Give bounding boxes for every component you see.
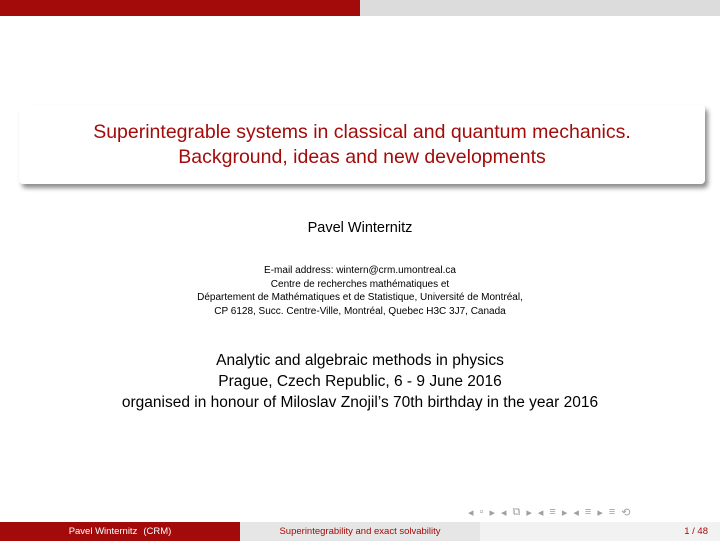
nav-subsection-icon[interactable]: ⧉ xyxy=(512,505,521,518)
footer xyxy=(0,522,720,541)
nav-prev-subsection-icon[interactable]: ◂ xyxy=(500,506,507,519)
nav-align-icon[interactable]: ≡ xyxy=(608,506,616,518)
event-location: Prague, Czech Republic, 6 - 9 June 2016 xyxy=(218,373,502,390)
nav-section-icon[interactable]: ≡ xyxy=(549,506,556,518)
progress-bar-fill xyxy=(0,0,360,16)
affiliation-email: E-mail address: wintern@crm.umontreal.ca xyxy=(264,265,456,276)
nav-doc-icon[interactable]: ≡ xyxy=(584,506,592,518)
nav-search-icon[interactable]: ⟲ xyxy=(621,506,631,519)
nav-next-subsection-icon[interactable]: ▸ xyxy=(526,506,532,519)
affiliation-block xyxy=(0,264,720,318)
footer-page-number: 1 / 48 xyxy=(480,522,720,541)
affiliation-line: Département de Mathématiques et de Statistique, Université de Montréal, xyxy=(197,292,523,304)
author-name: Pavel Winternitz xyxy=(307,220,413,236)
nav-frame-icon[interactable]: ▫ xyxy=(479,506,484,518)
footer-short-title: Superintegrability and exact solvability xyxy=(240,522,480,541)
title-line-2: Background, ideas and new developments xyxy=(178,146,546,168)
nav-next-frame-icon[interactable]: ▸ xyxy=(489,506,495,519)
nav-next-section-icon[interactable]: ▸ xyxy=(561,506,568,519)
nav-prev-doc-icon[interactable]: ◂ xyxy=(573,506,579,519)
footer-author-name: Pavel Winternitz xyxy=(68,526,138,537)
event-dedication: organised in honour of Miloslav Znojil’s 70th birthday in the year 2016 xyxy=(121,394,599,411)
nav-prev-section-icon[interactable]: ◂ xyxy=(537,506,544,519)
nav-next-doc-icon[interactable]: ▸ xyxy=(597,506,603,519)
beamer-navigation-symbols[interactable] xyxy=(468,505,704,519)
affiliation-line: CP 6128, Succ. Centre-Ville, Montréal, Quebec H3C 3J7, Canada xyxy=(214,305,506,317)
footer-author xyxy=(0,522,240,541)
affiliation-line: Centre de recherches mathématiques et xyxy=(270,278,450,290)
event-name: Analytic and algebraic methods in physics xyxy=(216,352,504,369)
progress-bar xyxy=(0,0,720,16)
nav-first-icon[interactable]: ◂ xyxy=(468,506,474,519)
event-block xyxy=(0,350,720,413)
title-box xyxy=(19,105,705,184)
footer-institute: (CRM) xyxy=(143,526,172,537)
title-line-1: Superintegrable systems in classical and quantum mechanics. xyxy=(93,121,631,143)
